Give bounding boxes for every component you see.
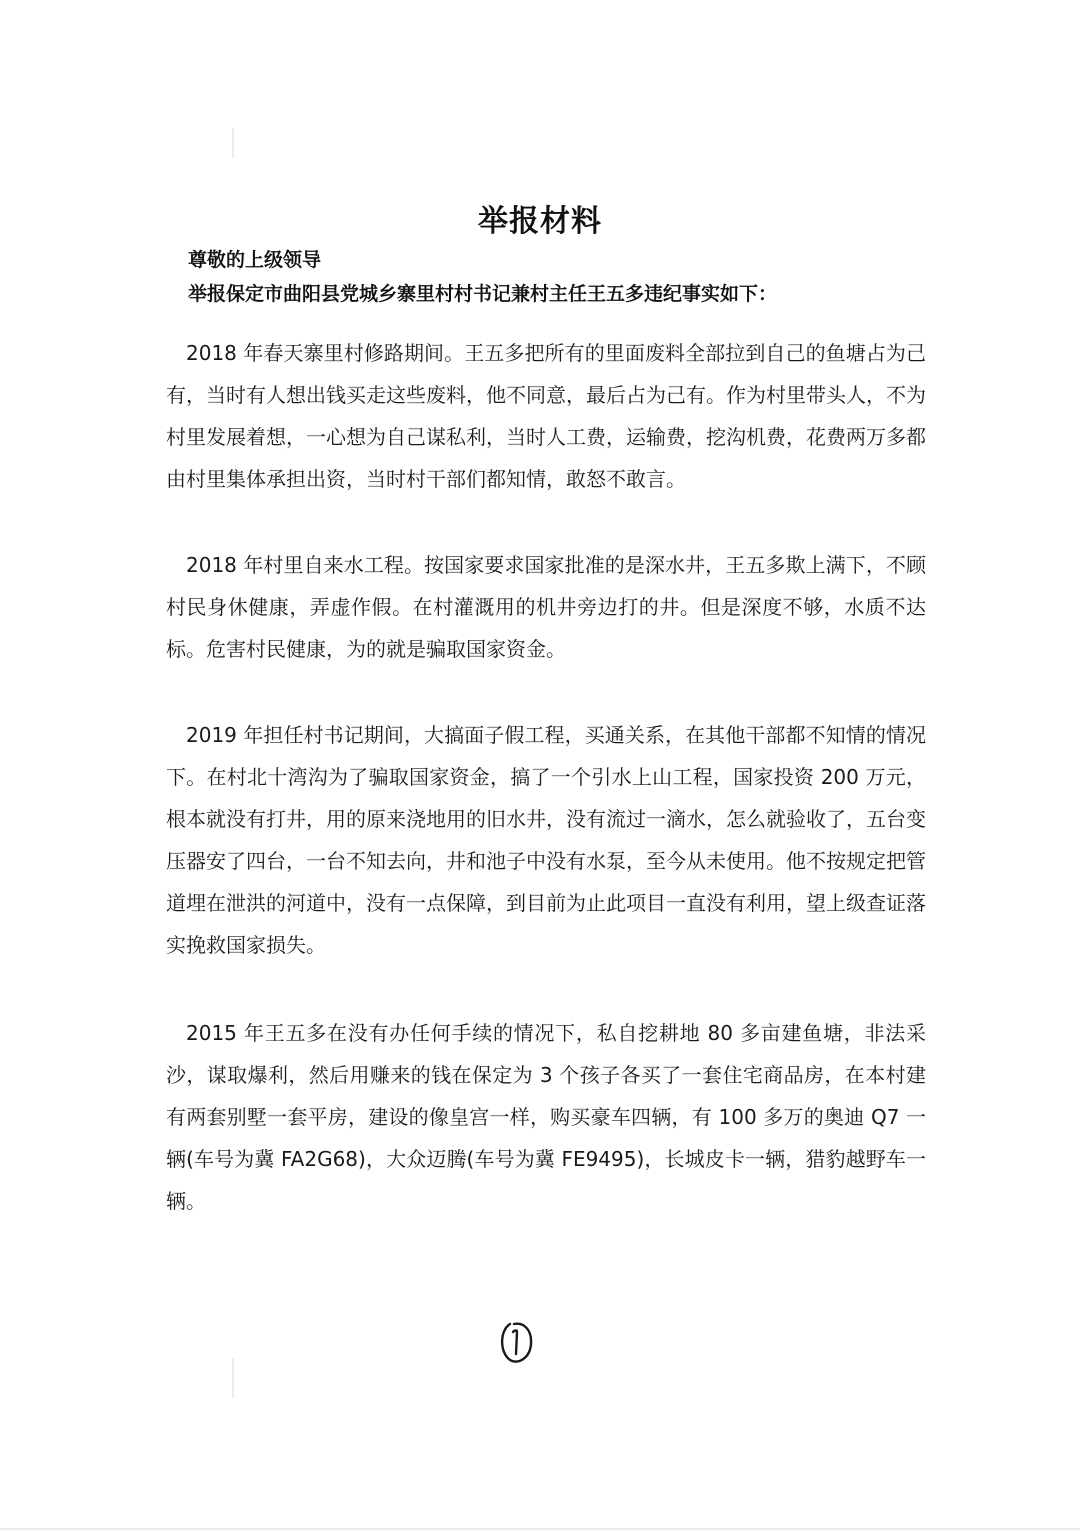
handwritten-page-number-mark [496,1318,536,1366]
scan-artifact-line [232,128,234,158]
subject-line: 举报保定市曲阳县党城乡寨里村村书记兼村主任王五多违纪事实如下： [188,283,778,305]
paragraph-2: 2018 年村里自来水工程。按国家要求国家批准的是深水井，王五多欺上满下，不顾村民身休健康，弄虚作假。在村灌溉用的机井旁边打的井。但是深度不够，水质不达标。危害村民健康，为的就是骗取国家资金。 [166,553,926,661]
scan-artifact-line [232,1358,234,1398]
paragraph-3: 2019 年担任村书记期间，大搞面子假工程，买通关系，在其他干部都不知情的情况下。在村北十湾沟为了骗取国家资金，搞了一个引水上山工程，国家投资 200 万元，根本就没有打井，用的原来浇地用的旧水井，没有流过一滴水，怎么就验收了，五台变压器安了四台，一台不知去向，井和池子中没有水泵，至今从未使用。他不按规定把管道埋在泄洪的河道中，没有一点保障，到目前为止此项目一直没有利用，望上级查证落实挽救国家损失。 [166,723,926,957]
paragraph-4: 2015 年王五多在没有办任何手续的情况下，私自挖耕地 80 多亩建鱼塘，非法采沙，谋取爆利，然后用赚来的钱在保定为 3 个孩子各买了一套住宅商品房，在本村建有两套别墅一套平房，建设的像皇宫一样，购买豪车四辆，有 100 多万的奥迪 Q7 一辆(车号为冀 FA2G68)，大众迈腾(车号为冀 FE9495)，长城皮卡一辆，猎豹越野车一辆。 [166,1021,926,1213]
scan-artifact-line [0,1528,1080,1530]
salutation: 尊敬的上级领导 [188,249,322,271]
paragraph-1: 2018 年春天寨里村修路期间。王五多把所有的里面废料全部拉到自己的鱼塘占为己有，当时有人想出钱买走这些废料，他不同意，最后占为己有。作为村里带头人，不为村里发展着想，一心想为自己谋私利，当时人工费，运输费，挖沟机费，花费两万多都由村里集体承担出资，当时村干部们都知情，敢怒不敢言。 [166,341,926,491]
document-title: 举报材料 [478,204,602,239]
